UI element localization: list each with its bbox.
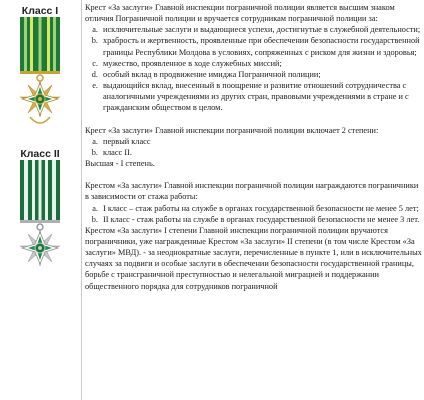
list-item: b. храбрость и жертвенность, проявленные при обеспечении безопасности государственной границы Республики Молдова в условиях, сопряженных с риском для жизни и здоровья;	[91, 36, 420, 57]
award-intro-paragraph: Крестом «За заслуги» Главной инспекции пограничной полиции награждаются пограничники в зависимости от стажа работы:	[85, 181, 419, 202]
class-2-label: Класс II	[20, 148, 60, 160]
list-item: d. особый вклад в продвижение имиджа Пограничной полиции;	[91, 69, 321, 79]
class-1-medal-image	[12, 17, 68, 135]
medal-column	[0, 0, 80, 400]
class-1-cross	[20, 81, 60, 117]
list-item: b. класс II.	[91, 147, 132, 157]
class-2-cross	[20, 230, 60, 266]
list-item: a. I класс – стаж работы на службе в органах государственной безопасности не менее 5 лет;	[92, 203, 419, 213]
degrees-list	[85, 136, 422, 158]
list-item: b. II класс - стаж работы на службе в органах государственной безопасности не менее 3 лет.	[91, 214, 420, 224]
class-1-label: Класс I	[21, 5, 59, 17]
list-item: c. мужество, проявленное в ходе служебных миссий;	[92, 58, 282, 68]
list-item: e. выдающийся вклад, внесенный в поощрение и развитие отношений сотрудничества с аналогичными учреждениями из других стран, правовыми учреждениями в стране и с гражданским обществом в целом.	[92, 81, 409, 113]
list-item: a. первый класс	[92, 136, 151, 146]
intro-paragraph: Крест «За заслуги» Главной инспекции пограничной полиции является высшим знаком отличия Пограничной полиции и вручается сотрудникам пограничной полиции за:	[85, 3, 395, 24]
class-1-ribbon	[20, 17, 60, 74]
article-text	[81, 0, 424, 400]
highest-degree-text: Высшая - I степень.	[85, 159, 155, 169]
list-item: a. исключительные заслуги и выдающиеся успехи, достигнутые в служебной деятельности;	[92, 25, 421, 35]
class-2-ribbon	[20, 160, 60, 223]
degrees-intro-paragraph: Крест «За заслуги» Главной инспекции пограничной полиции включает 2 степени:	[85, 125, 379, 135]
final-paragraph: Крестом «За заслуги» I степени Главной инспекции пограничной полиции вручаются пограничники, уже награжденные Крестом «За заслуги» II степени (в том числе Крестом «За заслуги» МВД). - за неоднократные заслуги, перечисленные в пункте 1, или в исключительных случаях за подвиги и особые заслуги в обеспечении безопасности государственной границы, борьбе с трансграничной преступностью и нелегальной миграцией и поддержании общественного порядка для сотрудников пограничной	[85, 225, 422, 291]
service-list	[85, 203, 422, 225]
merits-list	[85, 24, 422, 113]
class-2-medal-image	[12, 160, 68, 282]
